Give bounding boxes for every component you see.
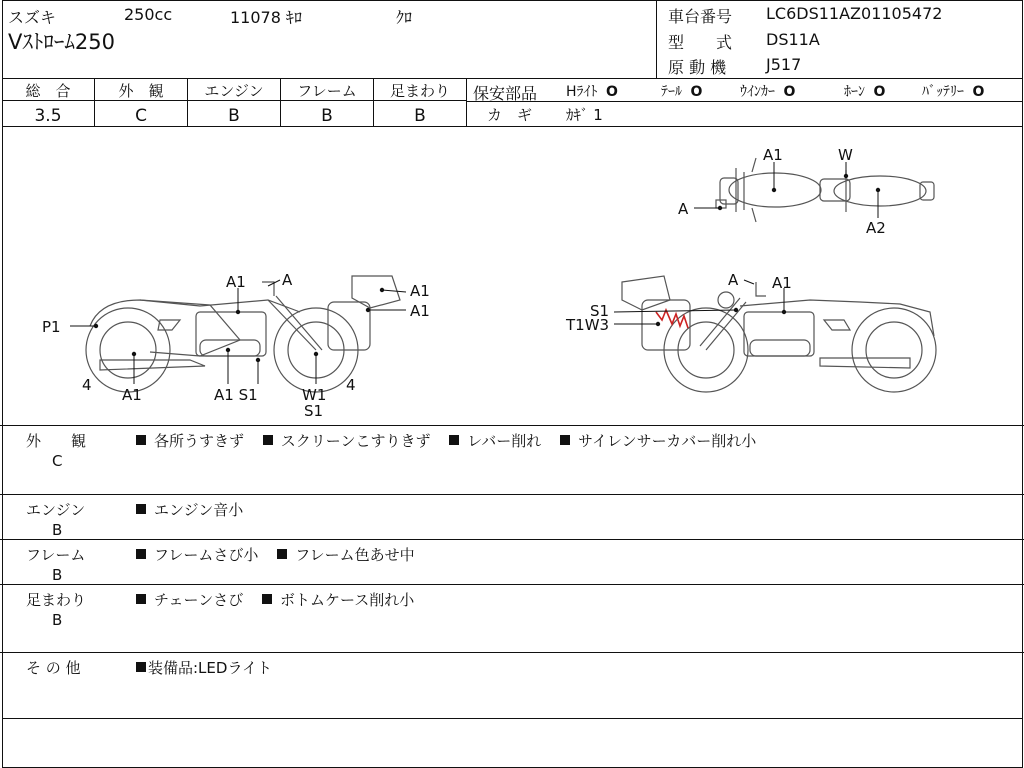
remarks-other-label: そ の 他 xyxy=(26,659,81,677)
remarks-engine-items xyxy=(136,499,257,520)
grade-engine-value: B xyxy=(228,106,240,126)
type-label: 型 式 xyxy=(668,33,733,52)
remarks-frame-label: フレーム xyxy=(26,546,86,564)
left-a1-top-label: A1 xyxy=(226,273,246,291)
remarks-exterior-grade: C xyxy=(52,452,63,470)
top-a1-label: A1 xyxy=(763,146,783,164)
remark-item: 装備品:LEDライト xyxy=(136,659,272,677)
safety-battery-name: ﾊﾞｯﾃﾘｰ xyxy=(922,84,964,100)
left-view-bike xyxy=(86,276,400,392)
maker: スズキ xyxy=(8,8,57,27)
remark-item: ボトムケース削れ小 xyxy=(262,591,414,609)
grade-engine-label: エンジン xyxy=(204,82,264,100)
remark-item: 各所うすきず xyxy=(136,432,244,450)
engine-model-label: 原 動 機 xyxy=(668,58,727,77)
engine-model: J517 xyxy=(766,55,802,74)
remarks-engine-label: エンジン xyxy=(26,501,86,519)
safety-tail-name: ﾃｰﾙ xyxy=(661,84,682,100)
remarks-engine-grade: B xyxy=(52,521,63,539)
safety-horn-mark: O xyxy=(873,84,886,100)
right-view-bike xyxy=(622,276,936,392)
right-s1-label: S1 xyxy=(590,302,610,320)
left-a1-cowl-label: A1 xyxy=(410,302,430,320)
grade-total xyxy=(2,79,95,127)
right-t1w3-label: T1W3 xyxy=(566,316,610,334)
grade-exterior-label: 外 観 xyxy=(118,82,164,100)
left-w1-label: W1 xyxy=(302,386,327,404)
left-a-top-label: A xyxy=(282,271,293,289)
safety-horn-name: ﾎｰﾝ xyxy=(844,84,865,100)
top-a2-label: A2 xyxy=(866,219,886,237)
frame-no-label: 車台番号 xyxy=(668,7,733,26)
safety-headlight-mark: O xyxy=(605,84,618,100)
remarks-exterior-items xyxy=(136,430,770,451)
grade-engine xyxy=(188,79,281,127)
safety-tail-mark: O xyxy=(690,84,703,100)
left-a1s1-label: A1 S1 xyxy=(214,386,258,404)
key-label: カ ギ xyxy=(487,106,533,124)
safety-headlight-name: Hﾗｲﾄ xyxy=(566,84,598,100)
remark-item: チェーンさび xyxy=(136,591,243,609)
remarks-frame xyxy=(0,539,1024,584)
right-a1-label: A1 xyxy=(772,274,792,292)
color: ｸﾛ xyxy=(396,8,413,27)
remarks-exterior xyxy=(0,425,1024,494)
remarks-frame-grade: B xyxy=(52,566,63,584)
grade-exterior-value: C xyxy=(135,106,147,126)
type-value: DS11A xyxy=(766,30,820,49)
remark-item: フレーム色あせ中 xyxy=(277,546,414,564)
displacement: 250cc xyxy=(124,5,173,24)
key-value: ｶｷﾞ 1 xyxy=(566,106,603,124)
model-name: Vｽﾄﾛｰﾑ250 xyxy=(8,30,115,54)
remarks-engine xyxy=(0,494,1024,539)
top-view-bike xyxy=(716,158,934,222)
safety-label: 保安部品 xyxy=(473,84,538,103)
grade-suspension-label: 足まわり xyxy=(389,82,450,100)
grade-suspension-value: B xyxy=(414,106,426,126)
grade-frame xyxy=(281,79,374,127)
remarks-suspension-grade: B xyxy=(52,611,63,629)
safety-winker-mark: O xyxy=(783,84,796,100)
safety-winker-name: ｳｲﾝｶｰ xyxy=(740,84,775,100)
remark-item: スクリーンこすりきず xyxy=(263,432,431,450)
left-a1-cowl-top-label: A1 xyxy=(410,282,430,300)
remark-item: サイレンサーカバー削れ小 xyxy=(560,432,756,450)
grade-frame-value: B xyxy=(321,106,333,126)
remarks-other-items xyxy=(136,657,286,678)
top-w-label: W xyxy=(838,146,853,164)
left-a1-under-label: A1 xyxy=(122,386,142,404)
remarks-suspension-items xyxy=(136,589,428,610)
safety-tail xyxy=(661,81,702,101)
grade-frame-label: フレーム xyxy=(297,82,357,100)
left-p1-label: P1 xyxy=(42,318,61,336)
safety-battery xyxy=(922,81,984,101)
left-four-right-label: 4 xyxy=(346,376,356,394)
remarks-suspension-label: 足まわり xyxy=(26,591,87,609)
frame-no: LC6DS11AZ01105472 xyxy=(766,4,943,23)
damage-diagram xyxy=(0,127,1024,425)
remarks-frame-items xyxy=(136,544,429,565)
safety-winker xyxy=(740,81,795,101)
grade-total-value: 3.5 xyxy=(34,106,62,126)
safety-battery-mark: O xyxy=(972,84,985,100)
remarks-other xyxy=(0,652,1024,718)
safety-horn xyxy=(844,81,885,101)
top-a-label: A xyxy=(678,200,689,218)
grade-suspension xyxy=(374,79,467,127)
remark-item: エンジン音小 xyxy=(136,501,243,519)
remarks-exterior-label: 外 観 xyxy=(26,432,87,450)
left-four-left-label: 4 xyxy=(82,376,92,394)
grade-exterior xyxy=(95,79,188,127)
grade-total-label: 総 合 xyxy=(25,82,71,100)
mileage: 11078 ｷﾛ xyxy=(230,8,302,27)
header-divider xyxy=(656,0,657,79)
scratch-mark xyxy=(656,310,688,328)
safety-divider xyxy=(467,101,1023,102)
remark-item: フレームさび小 xyxy=(136,546,258,564)
right-a-label: A xyxy=(728,271,739,289)
remark-item: レバー削れ xyxy=(449,432,541,450)
bottom-divider xyxy=(2,718,1023,719)
left-s1-label: S1 xyxy=(304,402,324,420)
safety-headlight xyxy=(566,81,618,101)
remarks-suspension xyxy=(0,584,1024,652)
